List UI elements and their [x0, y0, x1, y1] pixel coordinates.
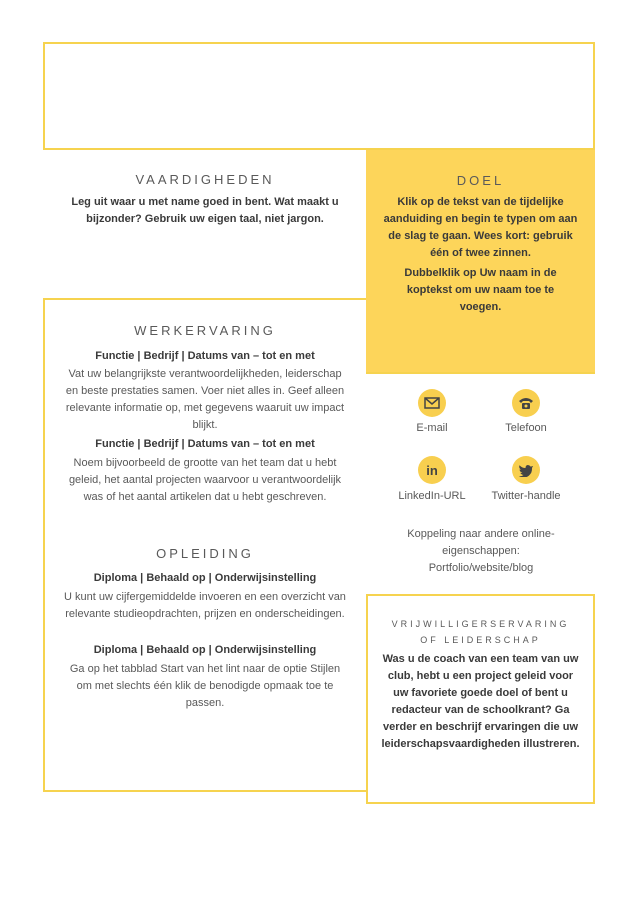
online-links-text[interactable]: Koppeling naar andere online-eigenschappen: Portfolio/website/blog [407, 528, 555, 574]
divider-line [366, 372, 595, 374]
phone-label[interactable]: Telefoon [505, 422, 547, 434]
goal-text-2[interactable]: Dubbelklik op Uw naam in de koptekst om uw naam toe te voegen. [404, 267, 557, 313]
goal-heading: DOEL [456, 173, 505, 188]
volunteer-text[interactable]: Was u de coach van een team van uw club, hebt u een project geleid voor uw favoriete goede doel of bent u redacteur van de schoolkrant? Ga verder en beschrijf ervaringen die uw leiderschapsvaardigheden illustreren. [381, 653, 580, 750]
job2-title[interactable]: Functie | Bedrijf | Datums van – tot en met [95, 438, 315, 450]
email-icon [418, 389, 446, 417]
edu1-title[interactable]: Diploma | Behaald op | Onderwijsinstelling [93, 572, 317, 584]
goal-text-1[interactable]: Klik op de tekst van de tijdelijke aanduiding en begin te typen om aan de slag te gaan. Wees kort: gebruik één of twee zinnen. [383, 196, 578, 259]
twitter-label[interactable]: Twitter-handle [491, 490, 561, 502]
twitter-icon [512, 456, 540, 484]
linkedin-label[interactable]: LinkedIn-URL [398, 490, 466, 502]
job1-title[interactable]: Functie | Bedrijf | Datums van – tot en met [95, 350, 315, 362]
linkedin-icon: in [418, 456, 446, 484]
job2-text[interactable]: Noem bijvoorbeeld de grootte van het team dat u hebt geleid, het aantal projecten waarvoor u verantwoordelijk was of het aantal artikelen dat u hebt geschreven. [68, 457, 342, 503]
name-header-box[interactable] [43, 42, 595, 150]
edu1-text[interactable]: U kunt uw cijfergemiddelde invoeren en een overzicht van relevante studieopdrachten, prijzen en onderscheidingen. [64, 591, 346, 620]
experience-heading: WERKERVARING [134, 323, 276, 338]
phone-icon [512, 389, 540, 417]
job1-text[interactable]: Vat uw belangrijkste verantwoordelijkheden, leiderschap en beste prestaties samen. Voer niet alles in. Geef alleen relevante informatie op, met gegevens waaruit uw impact blijkt. [65, 368, 345, 431]
skills-heading: VAARDIGHEDEN [135, 172, 275, 187]
skills-text[interactable]: Leg uit waar u met name goed in bent. Wat maakt u bijzonder? Gebruik uw eigen taal, niet jargon. [71, 196, 339, 225]
volunteer-heading: VRIJWILLIGERSERVARING OF LEIDERSCHAP [391, 619, 570, 645]
education-heading: OPLEIDING [156, 546, 254, 561]
edu2-text[interactable]: Ga op het tabblad Start van het lint naar de optie Stijlen om met slechts één klik de benodigde opmaak toe te passen. [69, 663, 341, 709]
email-label[interactable]: E-mail [416, 422, 448, 434]
edu2-title[interactable]: Diploma | Behaald op | Onderwijsinstelling [93, 644, 317, 656]
